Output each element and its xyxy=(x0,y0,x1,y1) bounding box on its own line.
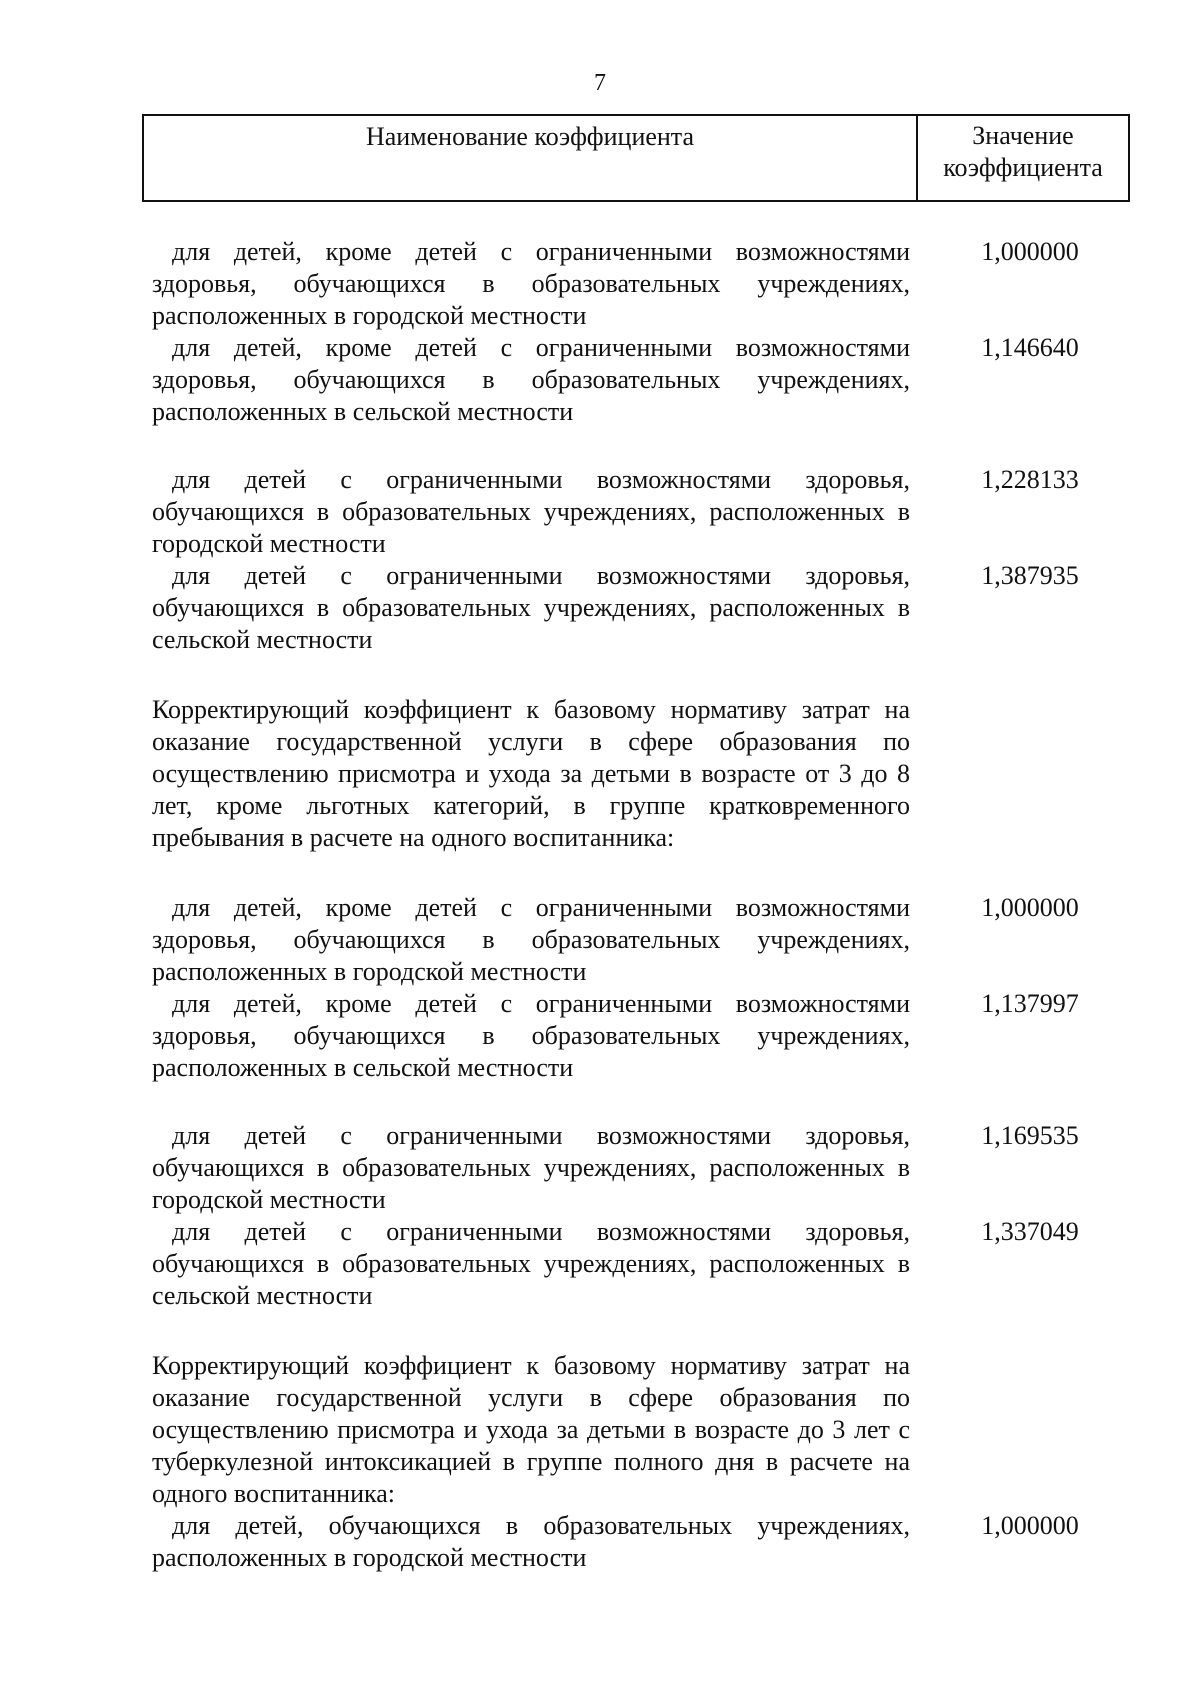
coefficient-row xyxy=(152,560,1152,656)
coefficient-value: 1,000000 xyxy=(981,1511,1079,1540)
coefficient-row xyxy=(152,236,1152,332)
coefficient-value: 1,000000 xyxy=(981,893,1079,922)
header-coefficient-name: Наименование коэффициента xyxy=(144,116,918,200)
coefficient-description: для детей, кроме детей с ограниченными возможностями здоровья, обучающихся в образовательных учреждениях, расположенных в городской местности xyxy=(152,237,910,330)
coefficient-row xyxy=(152,1510,1152,1574)
coefficient-row xyxy=(152,892,1152,988)
coefficient-row xyxy=(152,332,1152,428)
coefficient-value: 1,387935 xyxy=(981,561,1079,590)
table-header xyxy=(142,114,1130,202)
coefficient-description: для детей с ограниченными возможностями здоровья, обучающихся в образовательных учреждениях, расположенных в сельской местности xyxy=(152,1217,910,1310)
coefficient-description: для детей, кроме детей с ограниченными возможностями здоровья, обучающихся в образовательных учреждениях, расположенных в сельской местности xyxy=(152,333,910,426)
coefficient-value: 1,169535 xyxy=(981,1121,1079,1150)
coefficient-row xyxy=(152,1216,1152,1312)
coefficient-value: 1,337049 xyxy=(981,1217,1079,1246)
header-coefficient-value: Значение коэффициента xyxy=(943,121,1103,182)
coefficient-value: 1,000000 xyxy=(981,237,1079,266)
coefficient-description: для детей с ограниченными возможностями здоровья, обучающихся в образовательных учреждениях, расположенных в городской местности xyxy=(152,465,910,558)
coefficient-description: для детей, обучающихся в образовательных учреждениях, расположенных в городской местности xyxy=(152,1511,910,1572)
coefficient-row xyxy=(152,464,1152,560)
coefficient-row xyxy=(152,988,1152,1084)
coefficient-description: для детей с ограниченными возможностями здоровья, обучающихся в образовательных учреждениях, расположенных в сельской местности xyxy=(152,561,910,654)
section-heading: Корректирующий коэффициент к базовому нормативу затрат на оказание государственной услуги в сфере образования по осуществлению присмотра и ухода за детьми в возрасте от 3 до 8 лет, кроме льготных категорий, в группе кратковременного пребывания в расчете на одного воспитанника: xyxy=(152,695,910,852)
page-number: 7 xyxy=(594,70,606,96)
section-heading: Корректирующий коэффициент к базовому нормативу затрат на оказание государственной услуги в сфере образования по осуществлению присмотра и ухода за детьми в возрасте до 3 лет с туберкулезной интоксикацией в группе полного дня в расчете на одного воспитанника: xyxy=(152,1351,910,1508)
coefficient-description: для детей, кроме детей с ограниченными возможностями здоровья, обучающихся в образовательных учреждениях, расположенных в сельской местности xyxy=(152,989,910,1082)
coefficient-value: 1,137997 xyxy=(981,989,1079,1018)
coefficient-value: 1,146640 xyxy=(981,333,1079,362)
coefficient-value: 1,228133 xyxy=(981,465,1079,494)
coefficient-description: для детей, кроме детей с ограниченными возможностями здоровья, обучающихся в образовательных учреждениях, расположенных в городской местности xyxy=(152,893,910,986)
document-body xyxy=(152,236,1152,1574)
coefficient-description: для детей с ограниченными возможностями здоровья, обучающихся в образовательных учреждениях, расположенных в городской местности xyxy=(152,1121,910,1214)
coefficient-row xyxy=(152,1120,1152,1216)
